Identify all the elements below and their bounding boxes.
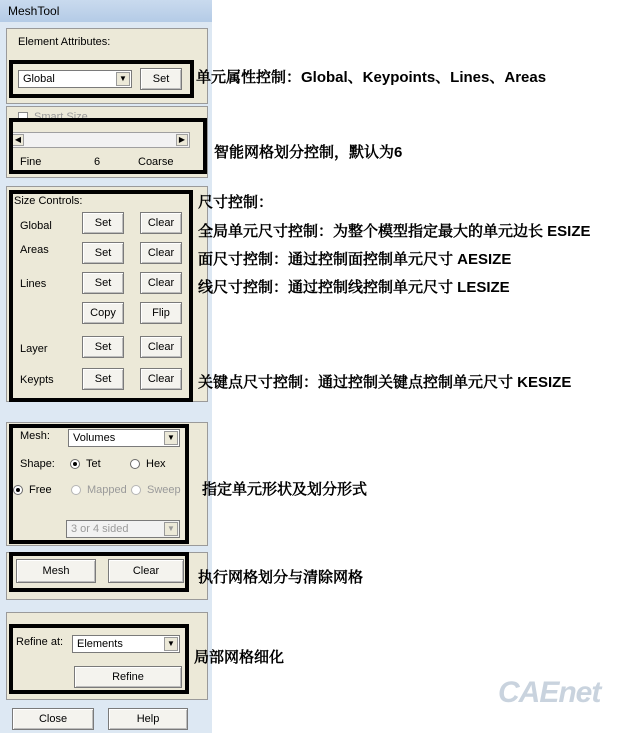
refine-button[interactable]: Refine (74, 666, 182, 688)
element-attributes-value: Global (23, 73, 55, 85)
smart-size-label: Smart Size (34, 111, 88, 123)
shape-tet-label: Tet (86, 458, 101, 470)
mesher-mapped-label: Mapped (87, 484, 127, 496)
annotation-mesh-clear: 执行网格划分与清除网格 (198, 569, 364, 586)
element-attributes-label: Element Attributes: (18, 36, 111, 48)
size-layer-clear-button[interactable]: Clear (140, 336, 182, 358)
title-bar (0, 0, 212, 22)
chevron-down-icon: ▼ (164, 522, 178, 536)
annotation-line-size: 线尺寸控制：通过控制线控制单元尺寸 LESIZE (198, 279, 510, 296)
size-layer-label: Layer (20, 343, 48, 355)
shape-hex-label: Hex (146, 458, 166, 470)
size-keypts-set-button[interactable]: Set (82, 368, 124, 390)
shape-label: Shape: (20, 458, 55, 470)
annotation-refine: 局部网格细化 (194, 649, 285, 666)
size-controls-title: Size Controls: (14, 195, 83, 207)
size-areas-label: Areas (20, 244, 49, 256)
window-title: MeshTool (8, 4, 60, 18)
size-global-label: Global (20, 220, 52, 232)
highlight-refine (9, 624, 189, 694)
size-lines-copy-button[interactable]: Copy (82, 302, 124, 324)
annotation-shape: 指定单元形状及划分形式 (202, 481, 368, 498)
size-keypts-clear-button[interactable]: Clear (140, 368, 182, 390)
annotation-smart-size: 智能网格划分控制，默认为6 (214, 144, 403, 161)
annotation-global-size: 全局单元尺寸控制：为整个模型指定最大的单元边长 ESIZE (198, 223, 591, 240)
chevron-down-icon: ▼ (164, 431, 178, 445)
annotation-keypt-size: 关键点尺寸控制：通过控制关键点控制单元尺寸 KESIZE (198, 374, 572, 391)
highlight-mesh-actions (9, 552, 189, 592)
close-button[interactable]: Close (12, 708, 94, 730)
clear-mesh-button[interactable]: Clear (108, 559, 184, 583)
help-button[interactable]: Help (108, 708, 188, 730)
size-lines-clear-button[interactable]: Clear (140, 272, 182, 294)
annotation-area-size: 面尺寸控制：通过控制面控制单元尺寸 AESIZE (198, 251, 512, 268)
size-areas-clear-button[interactable]: Clear (140, 242, 182, 264)
mesh-type-value: Volumes (73, 432, 116, 444)
mesh-label: Mesh: (20, 430, 50, 442)
size-global-clear-button[interactable]: Clear (140, 212, 182, 234)
highlight-mesh-shape (9, 424, 189, 544)
size-keypts-label: Keypts (20, 374, 54, 386)
caenet-watermark: CAEnet (498, 676, 601, 709)
highlight-size-controls (9, 190, 193, 402)
mesher-free-label: Free (29, 484, 52, 496)
refine-at-label: Refine at: (16, 636, 64, 648)
size-lines-label: Lines (20, 278, 47, 290)
size-global-set-button[interactable]: Set (82, 212, 124, 234)
sided-value: 3 or 4 sided (71, 523, 129, 535)
chevron-down-icon: ▼ (116, 72, 130, 86)
size-areas-set-button[interactable]: Set (82, 242, 124, 264)
size-layer-set-button[interactable]: Set (82, 336, 124, 358)
highlight-smart-size (9, 118, 207, 174)
refine-at-value: Elements (77, 638, 123, 650)
smart-size-value: 6 (94, 156, 101, 168)
size-lines-flip-button[interactable]: Flip (140, 302, 182, 324)
size-lines-set-button[interactable]: Set (82, 272, 124, 294)
highlight-element-attributes (9, 60, 194, 98)
mesh-button[interactable]: Mesh (16, 559, 96, 583)
chevron-down-icon: ▼ (164, 637, 178, 651)
chevron-left-icon[interactable]: ◀ (12, 134, 24, 146)
element-attributes-set-button[interactable]: Set (140, 68, 182, 90)
annotation-size-title: 尺寸控制： (198, 194, 274, 211)
smart-size-fine-label: Fine (20, 156, 42, 168)
annotation-element-attributes: 单元属性控制：Global、Keypoints、Lines、Areas (196, 69, 547, 86)
chevron-right-icon[interactable]: ▶ (176, 134, 188, 146)
smart-size-coarse-label: Coarse (138, 156, 174, 168)
mesher-sweep-label: Sweep (147, 484, 181, 496)
